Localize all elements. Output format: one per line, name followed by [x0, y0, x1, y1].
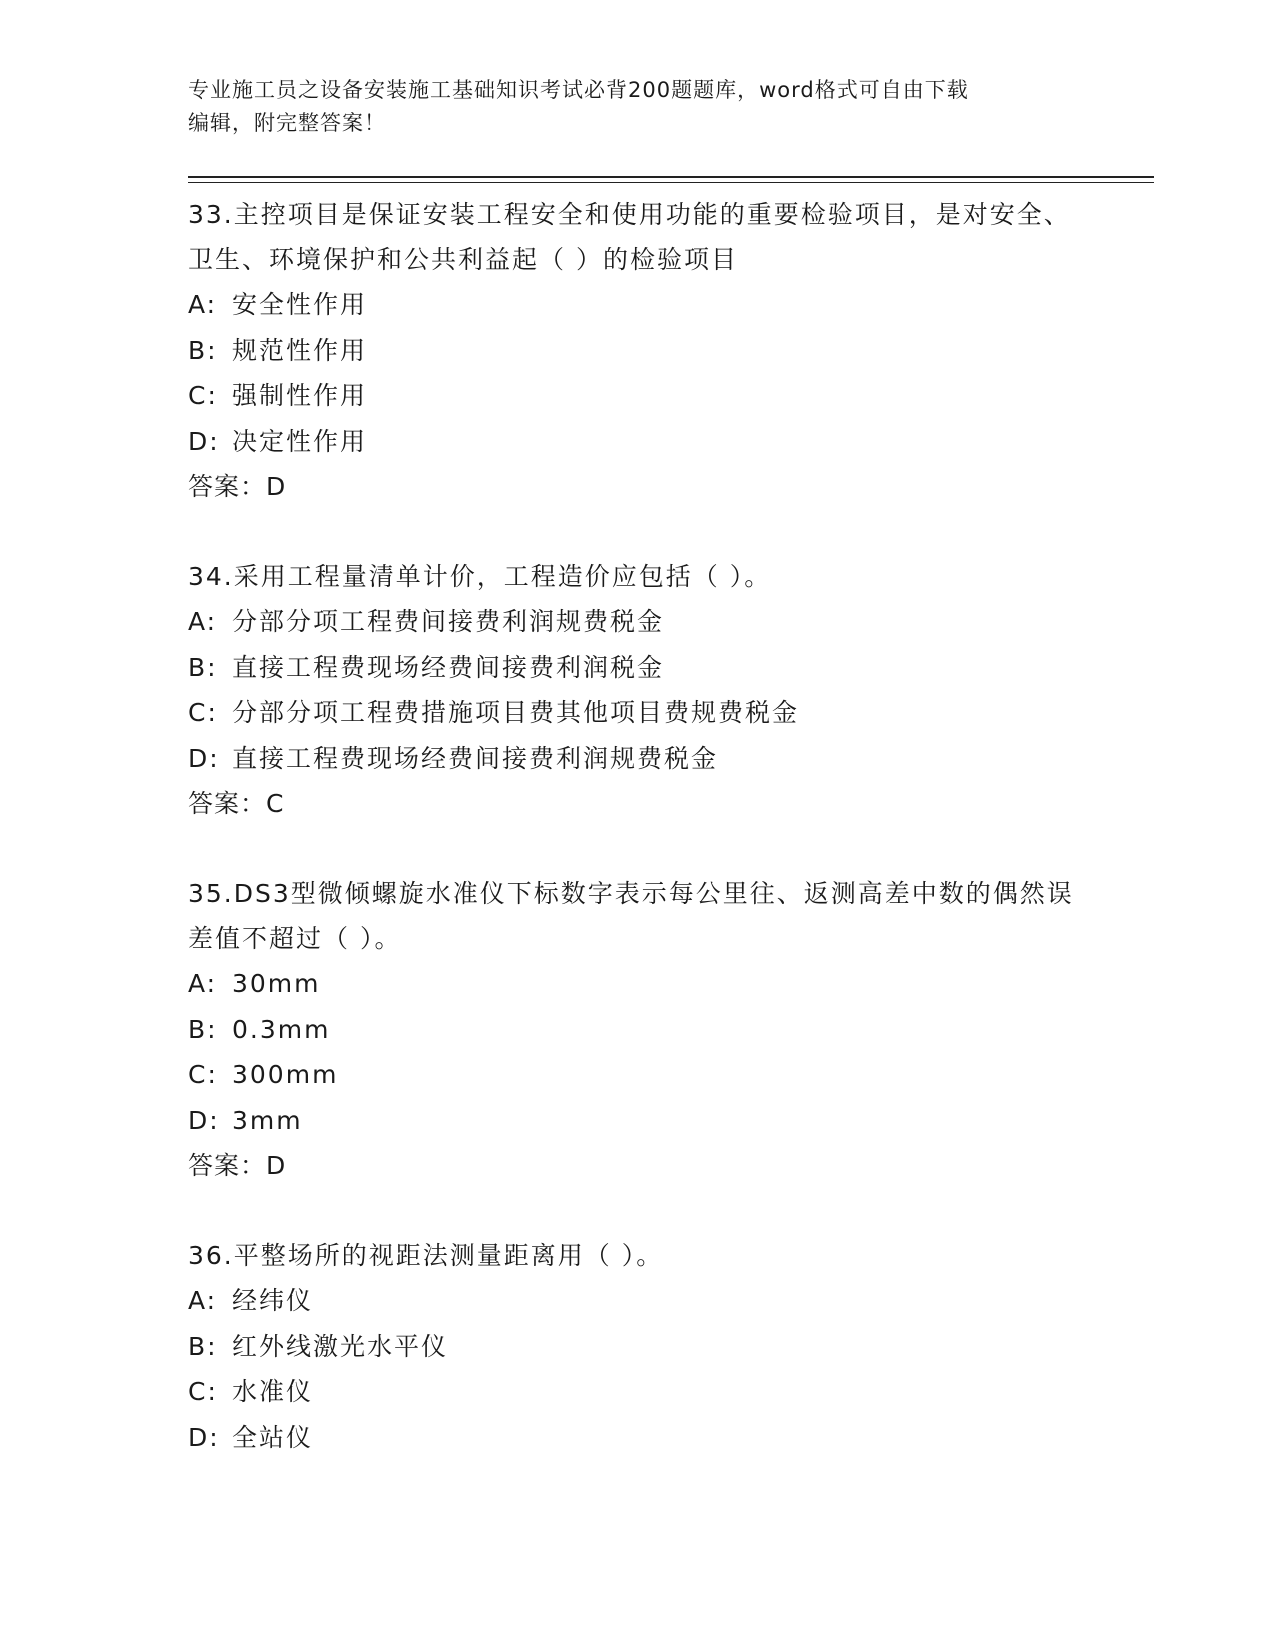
option-key: C: — [188, 1377, 218, 1406]
spacer — [188, 1188, 1088, 1233]
option-text: 水准仪 — [232, 1377, 314, 1406]
option-text: 0.3mm — [232, 1014, 331, 1044]
option-b — [188, 1324, 1088, 1370]
answer-value: C — [266, 789, 285, 818]
option-b — [188, 645, 1088, 691]
option-text: 经纬仪 — [232, 1286, 314, 1315]
option-c — [188, 690, 1088, 736]
question-stem: 35.DS3型微倾螺旋水准仪下标数字表示每公里往、返测高差中数的偶然误差值不超过（ ）。 — [188, 879, 1074, 953]
answer-line — [188, 1143, 1088, 1188]
option-a — [188, 1278, 1088, 1324]
option-text: 全站仪 — [232, 1422, 314, 1452]
option-text: 决定性作用 — [232, 426, 368, 456]
option-key: D: — [188, 1105, 220, 1135]
header-title-line1: 专业施工员之设备安装施工基础知识考试必背200题题库，word格式可自由下载 — [188, 78, 969, 102]
option-key: D: — [188, 1422, 220, 1452]
option-key: B: — [188, 1331, 218, 1361]
document-header — [188, 74, 1088, 140]
answer-label: 答案： — [188, 1151, 267, 1180]
option-text: 3mm — [232, 1105, 303, 1135]
question-35 — [188, 871, 1088, 1188]
option-key: C: — [188, 698, 218, 727]
option-a — [188, 961, 1088, 1007]
option-text: 直接工程费现场经费间接费利润税金 — [232, 652, 665, 682]
option-key: B: — [188, 1014, 218, 1044]
option-key: A: — [188, 969, 218, 998]
question-stem: 34.采用工程量清单计价，工程造价应包括（ ）。 — [188, 562, 772, 591]
option-a — [188, 282, 1088, 328]
option-text: 分部分项工程费间接费利润规费税金 — [232, 607, 665, 636]
option-c — [188, 1052, 1088, 1098]
option-key: B: — [188, 652, 218, 682]
question-36 — [188, 1233, 1088, 1460]
option-a — [188, 599, 1088, 645]
option-text: 强制性作用 — [232, 381, 368, 410]
question-stem: 33.主控项目是保证安装工程安全和使用功能的重要检验项目，是对安全、卫生、环境保护和公共利益起（ ）的检验项目 — [188, 200, 1071, 274]
option-key: A: — [188, 1286, 218, 1315]
option-text: 300mm — [232, 1060, 339, 1089]
question-33 — [188, 192, 1088, 509]
option-d — [188, 419, 1088, 465]
spacer — [188, 826, 1088, 871]
option-text: 分部分项工程费措施项目费其他项目费规费税金 — [232, 698, 800, 727]
question-stem: 36.平整场所的视距法测量距离用（ ）。 — [188, 1241, 664, 1270]
option-key: C: — [188, 1060, 218, 1089]
header-divider-thick — [188, 176, 1154, 178]
option-text: 规范性作用 — [232, 335, 368, 365]
option-b — [188, 1007, 1088, 1053]
answer-label: 答案： — [188, 789, 267, 818]
option-d — [188, 1098, 1088, 1144]
header-title-line2: 编辑，附完整答案！ — [188, 111, 386, 135]
question-34 — [188, 554, 1088, 826]
option-b — [188, 328, 1088, 374]
option-key: B: — [188, 335, 218, 365]
option-text: 30mm — [232, 969, 321, 998]
answer-value: D — [266, 472, 287, 501]
option-d — [188, 1415, 1088, 1461]
option-c — [188, 373, 1088, 419]
option-text: 安全性作用 — [232, 290, 368, 319]
answer-line — [188, 781, 1088, 826]
option-text: 直接工程费现场经费间接费利润规费税金 — [232, 743, 719, 773]
answer-line — [188, 464, 1088, 509]
option-key: D: — [188, 426, 220, 456]
option-key: D: — [188, 743, 220, 773]
header-divider-thin — [188, 182, 1154, 183]
option-key: A: — [188, 290, 218, 319]
answer-value: D — [266, 1151, 287, 1180]
answer-label: 答案： — [188, 472, 267, 501]
spacer — [188, 509, 1088, 554]
option-text: 红外线激光水平仪 — [232, 1331, 449, 1361]
option-key: C: — [188, 381, 218, 410]
option-key: A: — [188, 607, 218, 636]
option-c — [188, 1369, 1088, 1415]
question-list — [188, 192, 1088, 1460]
option-d — [188, 736, 1088, 782]
